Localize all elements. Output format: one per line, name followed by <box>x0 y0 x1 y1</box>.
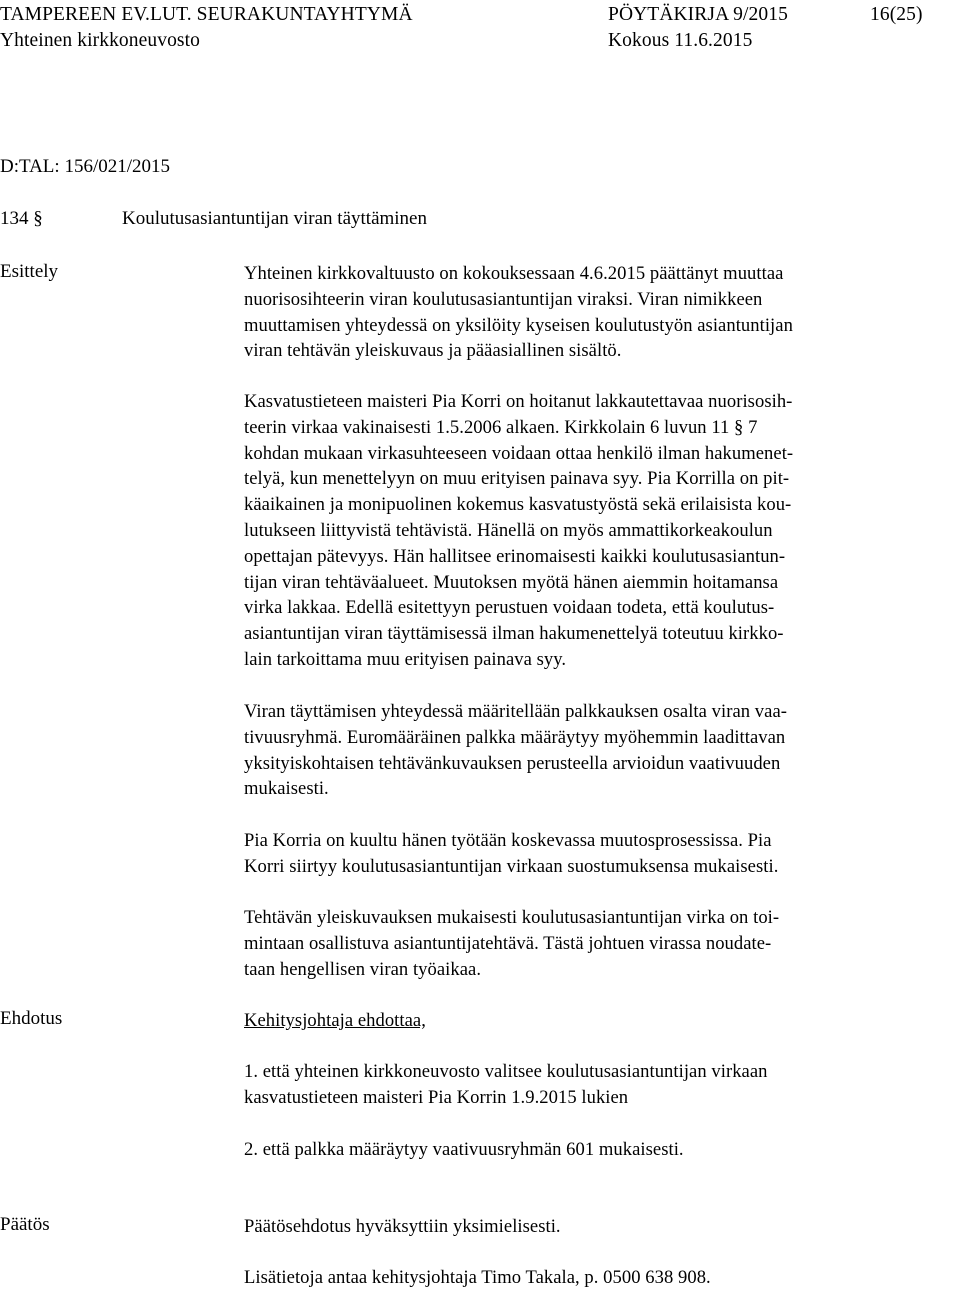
text-line: Viran täyttämisen yhteydessä määritellään palkkauksen osalta viran vaa- <box>244 701 787 722</box>
ehdotus-intro <box>244 1008 956 1034</box>
text-line: asiantuntijan viran täyttämisessä ilman hakumenettelyä toteutuu kirkko- <box>244 623 784 645</box>
esittely-label: Esittely <box>0 261 59 282</box>
esittely-paragraph-2 <box>244 389 956 673</box>
text-line: telyä, kun menettelyyn on muu erityisen painava syy. Pia Korrilla on pit- <box>244 468 790 490</box>
text-line: muuttamisen yhteydessä on yksilöity kyseisen koulutustyön asiantuntijan <box>244 314 793 336</box>
header-body-name: Yhteinen kirkkoneuvosto <box>0 30 200 51</box>
text-line: Kasvatustieteen maisteri Pia Korri on hoitanut lakkautettavaa nuorisosih- <box>244 391 793 412</box>
decision-line: Päätösehdotus hyväksyttiin yksimielisesti. <box>244 1216 561 1237</box>
section-symbol: § <box>33 208 43 229</box>
text-line: mintaan osallistuva asiantuntijatehtävä. Tästä johtuen virassa noudate- <box>244 932 772 954</box>
text-line: kasvatustieteen maisteri Pia Korrin 1.9.2015 lukien <box>244 1086 629 1108</box>
text-line: Korri siirtyy koulutusasiantuntijan virkaan suostumuksensa mukaisesti. <box>244 855 779 877</box>
text-line: tijan viran tehtäväalueet. Muutoksen myötä hänen aiemmin hoitamansa <box>244 571 779 593</box>
text-line: viran tehtävän yleiskuvaus ja pääasiallinen sisältö. <box>244 340 622 362</box>
text-line: käaikainen ja monipuolinen kokemus kasvatustyöstä sekä erilaisista kou- <box>244 494 792 516</box>
diary-number: D:TAL: 156/021/2015 <box>0 156 170 177</box>
text-line: lutukseen liittyvistä tehtävistä. Hänellä on myös ammattikorkeakoulun <box>244 519 773 541</box>
paatos-label: Päätös <box>0 1214 50 1235</box>
header-document-id: PÖYTÄKIRJA 9/2015 <box>608 4 788 25</box>
contact-line: Lisätietoja antaa kehitysjohtaja Timo Takala, p. 0500 638 908. <box>244 1267 711 1288</box>
text-line: 1. että yhteinen kirkkoneuvosto valitsee koulutusasiantuntijan virkaan <box>244 1061 768 1082</box>
text-line: teerin virkaa vakinaisesti 1.5.2006 alkaen. Kirkkolain 6 luvun 11 § 7 <box>244 416 758 438</box>
text-line: Tehtävän yleiskuvauksen mukaisesti koulutusasiantuntijan virka on toi- <box>244 907 780 928</box>
header-meeting-date: Kokous 11.6.2015 <box>608 30 753 51</box>
text-line: tivuusryhmä. Euromääräinen palkka määräytyy myöhemmin laadittavan <box>244 726 786 748</box>
ehdotus-label: Ehdotus <box>0 1008 63 1029</box>
esittely-paragraph-3 <box>244 699 956 802</box>
text-line: taan hengellisen viran työaikaa. <box>244 958 482 980</box>
esittely-paragraph-4 <box>244 828 956 880</box>
ehdotus-item-1 <box>244 1059 956 1111</box>
section-number-value: 134 <box>0 208 29 229</box>
contact-info <box>244 1265 956 1291</box>
text-line: Yhteinen kirkkovaltuusto on kokouksessaan 4.6.2015 päättänyt muuttaa <box>244 263 784 284</box>
esittely-paragraph-5 <box>244 905 956 982</box>
text-line: Pia Korria on kuultu hänen työtään koskevassa muutosprosessissa. Pia <box>244 830 772 851</box>
paatos-text <box>244 1214 956 1240</box>
header-page-number: 16(25) <box>870 4 923 25</box>
text-line: opettajan pätevyys. Hän hallitsee erinomaisesti kaikki koulutusasiantun- <box>244 545 786 567</box>
text-line: nuorisosihteerin viran koulutusasiantuntijan viraksi. Viran nimikkeen <box>244 288 763 310</box>
text-line: 2. että palkka määräytyy vaativuusryhmän 601 mukaisesti. <box>244 1139 684 1160</box>
ehdotus-item-2 <box>244 1137 956 1163</box>
proposer-line: Kehitysjohtaja ehdottaa, <box>244 1010 426 1031</box>
text-line: virka lakkaa. Edellä esitettyyn perustuen voidaan todeta, että koulutus- <box>244 597 775 619</box>
header-organization: TAMPEREEN EV.LUT. SEURAKUNTAYHTYMÄ <box>0 4 413 25</box>
text-line: lain tarkoittama muu erityisen painava syy. <box>244 648 567 670</box>
text-line: mukaisesti. <box>244 778 329 800</box>
section-title: Koulutusasiantuntijan viran täyttäminen <box>122 208 427 229</box>
section-number <box>0 208 43 230</box>
text-line: yksityiskohtaisen tehtävänkuvauksen perusteella arvioidun vaativuuden <box>244 752 781 774</box>
text-line: kohdan mukaan virkasuhteeseen voidaan ottaa henkilö ilman hakumenet- <box>244 442 794 464</box>
esittely-paragraph-1 <box>244 261 956 364</box>
